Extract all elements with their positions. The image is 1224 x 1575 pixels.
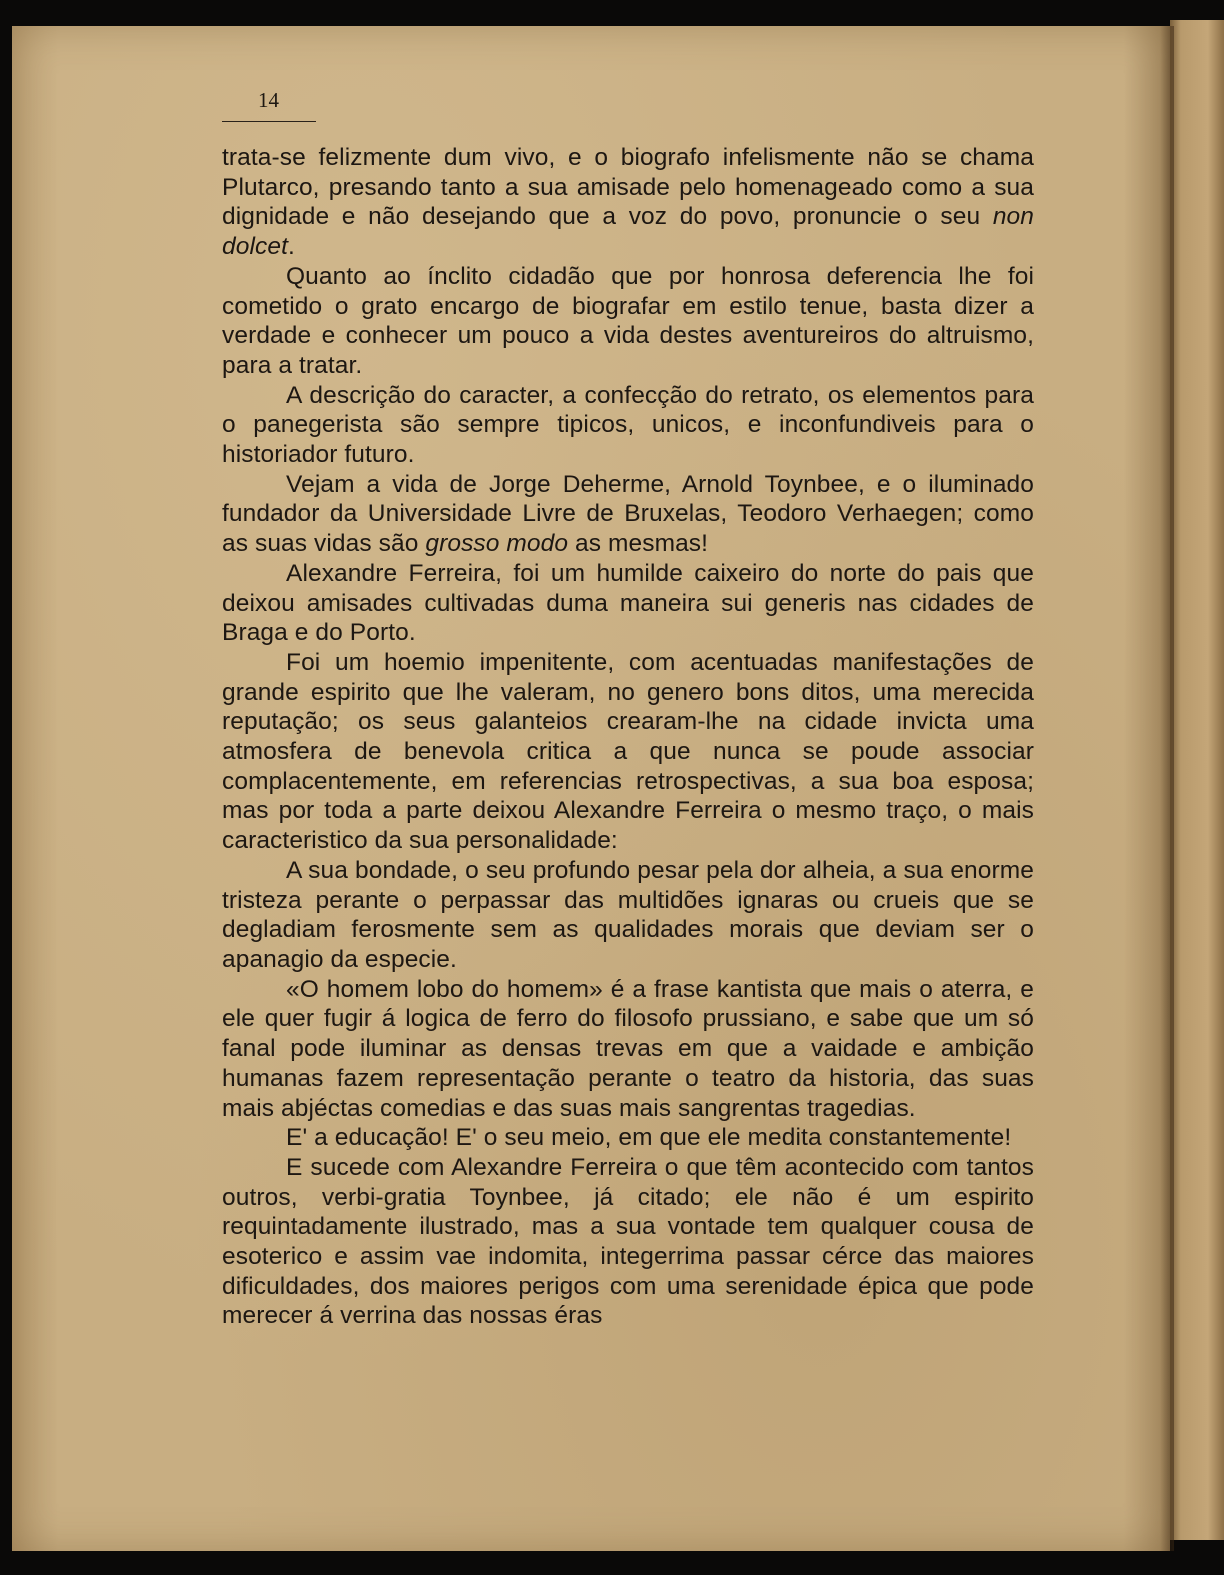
italic-phrase: non dolcet bbox=[222, 203, 1034, 261]
italic-phrase: grosso modo bbox=[425, 530, 569, 558]
text-run: Vejam a vida de Jorge Deherme, Arnold Toynbee, e o iluminado fundador da Universidade Livre de Bruxelas, Teodoro Verhaegen; como as suas vidas são bbox=[222, 470, 1034, 558]
text-run: trata-se felizmente dum vivo, e o biografo infelismente não se chama Plutarco, presando tanto a sua amisade pelo homenageado como a sua dignidade e não desejando que a voz do povo, pronuncie o seu bbox=[222, 144, 1034, 231]
page-number-rule bbox=[222, 121, 316, 122]
page-number: 14 bbox=[258, 88, 279, 112]
adjacent-page-edge bbox=[1170, 20, 1224, 1540]
paragraph bbox=[222, 975, 1034, 1124]
text-run: E' a educação! E' o seu meio, em que ele medita constantemente! bbox=[286, 1124, 1012, 1152]
paragraph bbox=[222, 559, 1034, 648]
text-run: «O homem lobo do homem» é a frase kantista que mais o aterra, e ele quer fugir á logica de ferro do filosofo prussiano, e sabe que um só fanal pode iluminar as densas trevas em que a vaidade e ambição humanas fazem representação perante o teatro da historia, das suas mais abjéctas comedias e das suas mais sangrentas tragedias. bbox=[222, 975, 1034, 1122]
text-run: as mesmas! bbox=[568, 530, 709, 558]
paragraph bbox=[222, 470, 1034, 559]
page-gutter-shadow bbox=[1160, 26, 1174, 1551]
paragraph bbox=[222, 143, 1034, 262]
text-run: Alexandre Ferreira, foi um humilde caixeiro do norte do pais que deixou amisades cultivadas duma maneira sui generis nas cidades de Braga e do Porto. bbox=[222, 559, 1034, 647]
paragraph bbox=[222, 1123, 1034, 1153]
paragraph bbox=[222, 1153, 1034, 1331]
text-run: A sua bondade, o seu profundo pesar pela dor alheia, a sua enorme tristeza perante o perpassar das multidões ignaras ou crueis que se degladiam ferosmente sem as qualidades morais que deviam ser o apanagio da especie. bbox=[222, 856, 1034, 973]
paragraph bbox=[222, 648, 1034, 856]
text-run: E sucede com Alexandre Ferreira o que têm acontecido com tantos outros, verbi-gratia Toynbee, já citado; ele não é um espirito requintadamente ilustrado, mas a sua vontade tem qualquer cousa de esoterico e assim vae indomita, integerrima passar cérce das maiores dificuldades, dos maiores perigos com uma serenidade épica que pode merecer á verrina das nossas éras bbox=[222, 1153, 1034, 1330]
body-text bbox=[222, 143, 1034, 1331]
text-run: Quanto ao ínclito cidadão que por honrosa deferencia lhe foi cometido o grato encargo de biografar em estilo tenue, basta dizer a verdade e conhecer um pouco a vida destes aventureiros do altruismo, para a tratar. bbox=[222, 262, 1034, 379]
text-run: A descrição do caracter, a confecção do retrato, os elementos para o panegerista são sempre tipicos, unicos, e inconfundiveis para o historiador futuro. bbox=[222, 381, 1034, 469]
text-run: Foi um hoemio impenitente, com acentuadas manifestações de grande espirito que lhe valeram, no genero bons ditos, uma merecida reputação; os seus galanteios crearam-lhe na cidade invicta uma atmosfera de benevola critica a que nunca se poude associar complacentemente, em referencias retrospectivas, a sua boa esposa; mas por toda a parte deixou Alexandre Ferreira o mesmo traço, o mais caracteristico da sua personalidade: bbox=[222, 648, 1034, 855]
paragraph bbox=[222, 381, 1034, 470]
paragraph bbox=[222, 262, 1034, 381]
paragraph bbox=[222, 856, 1034, 975]
text-run: . bbox=[287, 233, 295, 261]
